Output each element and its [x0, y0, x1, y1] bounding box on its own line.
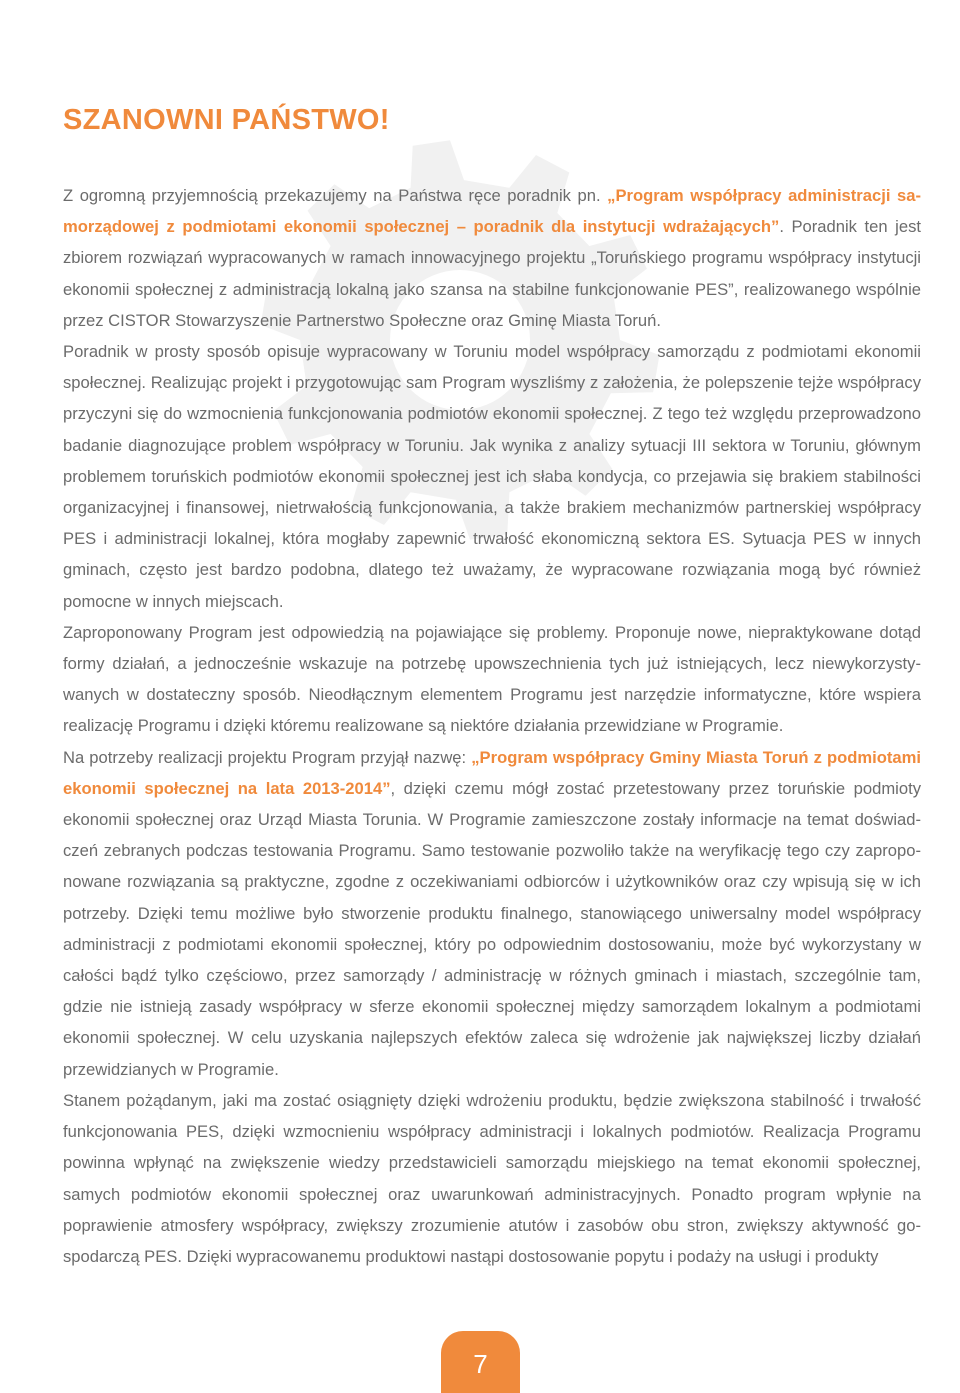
- text-run: Stanem pożądanym, jaki ma zostać osiągnięty dzięki wdrożeniu produktu, będzie zwiększona stabilność i trwałość funkcjonowania PES, dzięki wzmocnieniu współpracy administracji i lokalnych podmiotów. Realizacja Programu powinna wpłynąć na zwiększenie wiedzy przedstawicieli samorządu miejskiego na temat ekonomii społecznej, samych podmiotów ekonomii społecznej oraz uwarunkowań administracyjnych. Ponadto program wpłynie na poprawienie atmosfery współpracy, zwiększy zrozumienie atutów i zasobów obu stron, zwiększy aktywność gospodarczą PES. Dzięki wypracowanemu produktowi nastąpi dostosowanie popytu i podaży na usługi i produkty: [63, 1090, 921, 1266]
- text-run: , dzięki czemu mógł zostać przetestowany przez toruńskie podmioty ekonomii społecznej oraz Urząd Miasta Torunia. W Programie zamieszczone zostały informacje na temat doświadczeń zebranych podczas testowania Programu. Samo testowanie pozwoliło także na weryfikację tego czy zaproponowane rozwiązania są praktyczne, zgodne z oczekiwaniami odbiorców i użytkowników oraz czy wpisują się w ich potrzeby. Dzięki temu możliwe było stworzenie produktu finalnego, stanowiącego uniwersalny model współpracy administracji z podmiotami ekonomii społecznej, który po odpowiednim dostosowaniu, może być wykorzystany w całości bądź tylko częściowo, przez samorządy / administrację w różnych gminach i miastach, szczególnie tam, gdzie nie istnieją zasady współpracy w sferze ekonomii społecznej między samorządem lokalnym a podmiotami ekonomii społecznej. W celu uzyskania najlepszych efektów zaleca się wdrożenie jak największej liczby działań przewidzianych w Programie.: [63, 778, 922, 1079]
- paragraph: [63, 1085, 921, 1272]
- paragraph: [63, 617, 921, 742]
- text-run: . Poradnik ten jest zbiorem rozwiązań wypracowanych w ramach innowacyjnego projektu „Toruńskiego programu współpracy instytucji ekonomii społecznej z administracją lokalną jako szansa na stabilne funkcjonowanie PES”, realizowanego wspólnie przez CISTOR Stowarzyszenie Partnerstwo Społeczne oraz Gminę Miasta Toruń.: [63, 217, 921, 330]
- text-run: Zaproponowany Program jest odpowiedzią na pojawiające się problemy. Proponuje nowe, niepraktykowane dotąd formy działań, a jednocześnie wskazuje na potrzebę upowszechnienia tych już istniejących, lecz niewykorzystywanych w dostateczny sposób. Nieodłącznym elementem Programu jest narzędzie informatyczne, które wspiera realizację Programu i dzięki któremu realizowane są niektóre działania przewidziane w Programie.: [63, 622, 921, 736]
- highlighted-text: „Program współpracy Gminy Miasta Toruń z podmiotami ekonomii społecznej na lata 2013-2014”: [63, 747, 922, 798]
- highlighted-text: „Program współpracy administracji samorządowej z podmiotami ekonomii społecznej – poradnik dla instytucji wdrażających”: [63, 186, 921, 237]
- page-content: [63, 100, 921, 1272]
- text-run: Z ogromną przyjemnością przekazujemy na Państwa ręce poradnik pn.: [63, 186, 608, 205]
- text-run: Na potrzeby realizacji projektu Program przyjął nazwę:: [63, 747, 472, 767]
- text-run: Poradnik w prosty sposób opisuje wypracowany w Toruniu model współpracy samorządu z podmiotami ekonomii społecznej. Realizując projekt i przygotowując sam Program wyszliśmy z założenia, że polepszenie tejże współpracy przyczyni się do wzmocnienia funkcjonowania podmiotów ekonomii społecznej. Z tego też względu przeprowadzono badanie diagnozujące problem współpracy w Toruniu. Jak wynika z analizy sytuacji III sektora w Toruniu, głównym problemem toruńskich podmiotów ekonomii społecznej jest ich słaba kondycja, co przejawia się brakiem stabilności organizacyjnej i finansowej, nietrwałością funkcjonowania, a także brakiem mechanizmów partnerskiej współpracy PES i administracji lokalnej, która mogłaby zapewnić trwałość ekonomiczną sektora ES. Sytuacja PES w innych gminach, często jest bardzo podobna, dlatego też uważamy, że wypracowane rozwiązania mogą być również pomocne w innych miejscach.: [63, 342, 921, 611]
- paragraph: [63, 180, 921, 336]
- page-number: 7: [473, 1348, 488, 1379]
- page-number-badge: [441, 1331, 520, 1393]
- body-text: [63, 180, 921, 1272]
- paragraph: [63, 336, 921, 617]
- page-title: SZANOWNI PAŃSTWO!: [63, 104, 390, 136]
- paragraph: [63, 742, 921, 1085]
